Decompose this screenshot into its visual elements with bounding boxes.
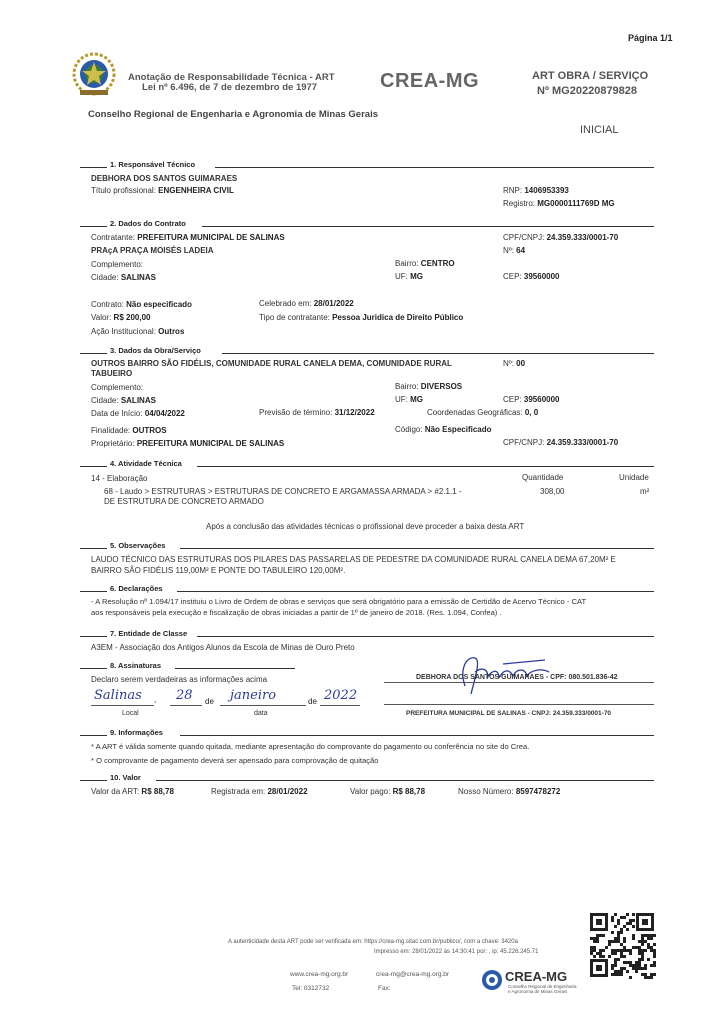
section-4-header: 4. Atividade Técnica — [80, 459, 654, 469]
celebrado-field: Celebrado em: 28/01/2022 — [259, 299, 354, 308]
responsavel-signature-line: DEBHORA DOS SANTOS GUIMARAES - CPF: 080.501.836-42 — [416, 674, 618, 681]
observacoes-line1: LAUDO TÉCNICO DAS ESTRUTURAS DOS PILARES DAS PASSARELAS DE PEDESTRE DA COMUNIDADE RURAL CANELA DEMA 67,20M² E — [91, 555, 616, 564]
art-type: ART OBRA / SERVIÇO — [532, 70, 649, 82]
page-label: Página 1/1 — [628, 33, 673, 43]
contrato-complemento: Complemento: — [91, 260, 144, 269]
valor-art-field: Valor da ART: R$ 88,78 — [91, 787, 174, 796]
obra-cpf-field: CPF/CNPJ: 24.359.333/0001-70 — [503, 438, 619, 447]
section-6-header: 6. Declarações — [80, 584, 654, 594]
contrato-numero-field: Nº: 64 — [503, 246, 526, 255]
footer-logo-sub2: e Agronomia de Minas Gerais — [508, 989, 568, 994]
contrato-cpf-field: CPF/CNPJ: 24.359.333/0001-70 — [503, 233, 619, 242]
section-2-header: 2. Dados do Contrato — [80, 219, 654, 229]
registrada-field: Registrada em: 28/01/2022 — [211, 787, 308, 796]
declaro-text: Declaro serem verdadeiras as informações acima — [91, 675, 268, 684]
acao-field: Ação Institucional: Outros — [91, 327, 185, 336]
footer-logo-text: CREA-MG — [505, 969, 568, 984]
brand-title: CREA-MG — [380, 70, 480, 92]
obra-bairro-field: Bairro: DIVERSOS — [395, 382, 463, 391]
informacoes-line2: * O comprovante de pagamento deverá ser apensado para comprovação de quitação — [91, 756, 379, 765]
footer-email: crea-mg@crea-mg.org.br — [376, 971, 450, 978]
month-handwritten: janeiro — [230, 688, 277, 703]
section-9-header: 9. Informações — [80, 728, 654, 738]
proprietario-field: Proprietário: PREFEITURA MUNICIPAL DE SALINAS — [91, 439, 285, 448]
contrato-field: Contrato: Não especificado — [91, 300, 192, 309]
atividade-nota: Após a conclusão das atividades técnicas o profissional deve proceder a baixa desta ART — [206, 522, 525, 531]
auth-line2: Impresso em: 28/01/2022 às 14:30:41 por: , ip: 45.226.245.71 — [374, 949, 539, 955]
obra-endereco-line1: OUTROS BAIRRO SÃO FIDÉLIS, COMUNIDADE RURAL CANELA DEMA, COMUNIDADE RURAL — [91, 359, 452, 368]
valor-field: Valor: R$ 200,00 — [91, 313, 151, 322]
informacoes-line1: * A ART é válida somente quando quitada, mediante apresentação do comprovante do pagamento ou conferência no site do Crea. — [91, 742, 530, 751]
tipo-contratante-field: Tipo de contratante: Pessoa Juridica de Direito Público — [259, 313, 464, 322]
registro-field: Registro: MG0000111769D MG — [503, 199, 615, 208]
contrato-uf-field: UF: MG — [395, 272, 424, 281]
previsao-field: Previsão de término: 31/12/2022 — [259, 408, 375, 417]
qr-code-icon — [588, 911, 656, 979]
contrato-cep-field: CEP: 39560000 — [503, 272, 560, 281]
footer-tel: Tel: 0312732 — [292, 985, 330, 992]
observacoes-line2: BAIRRO SÃO FIDÉLIS 119,00M² E PONTE DO TABULEIRO 120,00M². — [91, 566, 346, 575]
footer-fax: Fax: — [378, 985, 391, 992]
section-3-header: 3. Dados da Obra/Serviço — [80, 346, 654, 356]
local-label: Local — [122, 710, 139, 717]
section-7-header: 7. Entidade de Classe — [80, 629, 654, 639]
de-label-1: de — [205, 697, 214, 706]
obra-cidade-field: Cidade: SALINAS — [91, 396, 156, 405]
header-title-line1: Anotação de Responsabilidade Técnica - ART — [128, 72, 335, 83]
obra-numero-field: Nº: 00 — [503, 359, 526, 368]
footer-logo-sub1: Conselho Regional de Engenharia — [508, 984, 577, 989]
header-title-line2: Lei nº 6.496, de 7 de dezembro de 1977 — [142, 82, 318, 93]
rnp-field: RNP: 1406953393 — [503, 186, 569, 195]
obra-complemento: Complemento: — [91, 383, 144, 392]
art-number: Nº MG20220879828 — [537, 85, 638, 97]
atividade-item: 14 - Elaboração — [91, 474, 148, 483]
valor-pago-field: Valor pago: R$ 88,78 — [350, 787, 426, 796]
year-handwritten: 2022 — [324, 688, 358, 703]
section-5-header: 5. Observações — [80, 541, 654, 551]
contrato-cidade-field: Cidade: SALINAS — [91, 273, 156, 282]
atividade-desc-line2: DE ESTRUTURA DE CONCRETO ARMADO — [104, 497, 264, 506]
declaracoes-line2: aos responsáveis pela execução e fiscalização de obras iniciadas a partir de 1º de janeiro de 2018. (Res. 1.094, Confea) . — [91, 608, 502, 617]
council-name: Conselho Regional de Engenharia e Agronomia de Minas Gerais — [88, 109, 378, 120]
finalidade-field: Finalidade: OUTROS — [91, 426, 167, 435]
coat-of-arms-icon — [70, 52, 118, 98]
codigo-field: Código: Não Especificado — [395, 425, 492, 434]
quantidade-label: Quantidade — [522, 473, 564, 482]
art-status: INICIAL — [580, 124, 619, 136]
section-8-header: 8. Assinaturas — [80, 661, 295, 671]
unidade-value: m² — [640, 487, 650, 496]
entidade-classe: A3EM - Associação dos Antigos Alunos da Escola de Minas de Ouro Preto — [91, 643, 355, 652]
contratante-signature-line: PREFEITURA MUNICIPAL DE SALINAS - CNPJ: 24.359.333/0001-70 — [406, 710, 612, 717]
nosso-numero-field: Nosso Número: 8597478272 — [458, 787, 561, 796]
data-inicio-field: Data de Início: 04/04/2022 — [91, 409, 185, 418]
responsavel-name: DEBHORA DOS SANTOS GUIMARAES — [91, 174, 238, 183]
atividade-desc-line1: 68 - Laudo > ESTRUTURAS > ESTRUTURAS DE CONCRETO E ARGAMASSA ARMADA > #2.1.1 - — [104, 487, 462, 496]
declaracoes-line1: - A Resolução nº 1.094/17 instituiu o Livro de Ordem de obras e serviços que será obrigatório para a emissão de Certidão de Acervo Técnico - CAT — [91, 597, 587, 606]
contrato-bairro-field: Bairro: CENTRO — [395, 259, 455, 268]
quantidade-value: 308,00 — [540, 487, 565, 496]
contrato-endereco: PRAçA PRAÇA MOISÉS LADEIA — [91, 246, 214, 255]
obra-uf-field: UF: MG — [395, 395, 424, 404]
obra-cep-field: CEP: 39560000 — [503, 395, 560, 404]
footer-site: www.crea-mg.org.br — [290, 971, 349, 978]
unidade-label: Unidade — [619, 473, 649, 482]
auth-line1: A autenticidade desta ART pode ser verificada em: https://crea-mg.sitac.com.br/publico/, com a chave: 3420a — [228, 939, 518, 945]
contratante-field: Contratante: PREFEITURA MUNICIPAL DE SALINAS — [91, 233, 285, 242]
obra-endereco-line2: TABUEIRO — [91, 369, 133, 378]
section-1-header: 1. Responsável Técnico — [80, 160, 654, 170]
coordenadas-field: Coordenadas Geográficas: 0, 0 — [427, 408, 539, 417]
section-10-header: 10. Valor — [80, 773, 654, 783]
data-label: data — [254, 710, 268, 717]
local-handwritten: Salinas — [94, 688, 142, 703]
titulo-field: Título profissional: ENGENHEIRA CIVIL — [91, 186, 234, 195]
day-handwritten: 28 — [176, 688, 193, 703]
de-label-2: de — [308, 697, 317, 706]
crea-logo-icon — [481, 969, 503, 991]
